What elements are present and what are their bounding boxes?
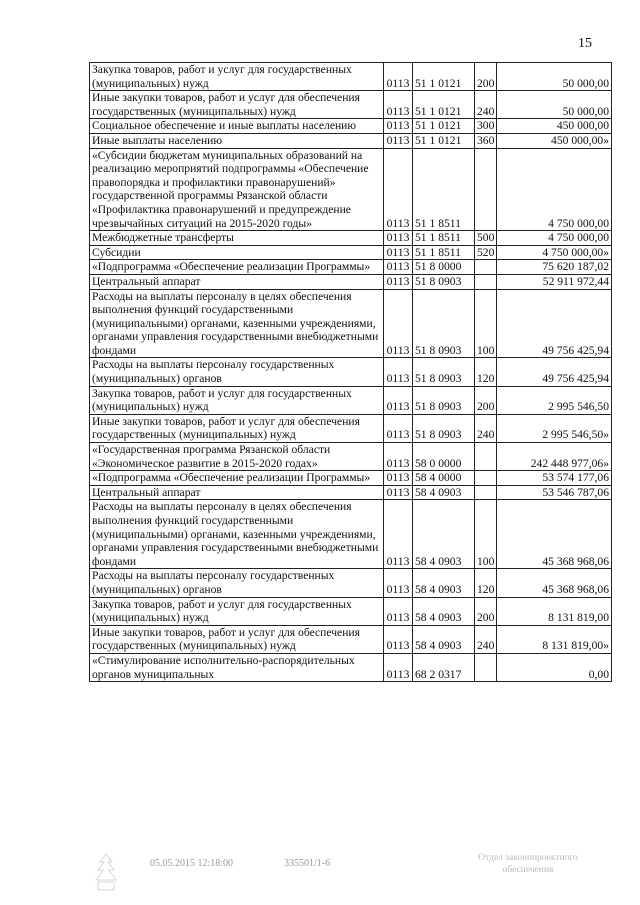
- row-code-cell: 58 4 0000: [413, 471, 475, 486]
- row-section-cell: 0113: [384, 443, 413, 471]
- row-name-cell: Расходы на выплаты персоналу государственных (муниципальных) органов: [90, 358, 384, 386]
- footer-watermark-line-1: Отдел законопроектного: [478, 853, 578, 863]
- footer-date: 05.05.2015 12:18:00: [150, 858, 234, 869]
- row-code-cell: 51 8 0903: [413, 386, 475, 414]
- row-code-cell: 51 1 8511: [413, 245, 475, 260]
- row-code-cell: 51 8 0000: [413, 260, 475, 275]
- row-kind-cell: 100: [475, 289, 497, 358]
- row-code-cell: 51 1 8511: [413, 148, 475, 231]
- table-row: [90, 119, 612, 134]
- row-section-cell: 0113: [384, 358, 413, 386]
- row-kind-cell: [475, 471, 497, 486]
- row-code-cell: 58 4 0903: [413, 500, 475, 569]
- row-section-cell: 0113: [384, 386, 413, 414]
- row-name-cell: Центральный аппарат: [90, 485, 384, 500]
- row-section-cell: 0113: [384, 260, 413, 275]
- row-kind-cell: 520: [475, 245, 497, 260]
- row-name-cell: «Подпрограмма «Обеспечение реализации Программы»: [90, 471, 384, 486]
- row-section-cell: 0113: [384, 485, 413, 500]
- row-kind-cell: 100: [475, 500, 497, 569]
- row-kind-cell: 120: [475, 358, 497, 386]
- row-sum-cell: 0,00: [497, 653, 612, 681]
- row-sum-cell: 50 000,00: [497, 63, 612, 91]
- row-kind-cell: 240: [475, 414, 497, 442]
- row-name-cell: Межбюджетные трансферты: [90, 231, 384, 246]
- table-row: [90, 386, 612, 414]
- row-code-cell: 51 1 8511: [413, 231, 475, 246]
- row-name-cell: Расходы на выплаты персоналу государственных (муниципальных) органов: [90, 569, 384, 597]
- table-row: [90, 500, 612, 569]
- page-number: 15: [578, 36, 592, 51]
- row-sum-cell: 450 000,00»: [497, 133, 612, 148]
- table-row: [90, 358, 612, 386]
- row-section-cell: 0113: [384, 133, 413, 148]
- row-code-cell: 58 4 0903: [413, 569, 475, 597]
- table-row: [90, 260, 612, 275]
- row-name-cell: Закупка товаров, работ и услуг для государственных (муниципальных) нужд: [90, 63, 384, 91]
- row-section-cell: 0113: [384, 274, 413, 289]
- row-sum-cell: 2 995 546,50»: [497, 414, 612, 442]
- row-kind-cell: 500: [475, 231, 497, 246]
- row-name-cell: «Субсидии бюджетам муниципальных образований на реализацию мероприятий подпрограммы «Обеспечение правопорядка и профилактики правонарушений» государственной программы Рязанской области «Профилактика правонарушений и предупреждение чрезвычайных ситуаций на 2015-2020 годы»: [90, 148, 384, 231]
- row-section-cell: 0113: [384, 63, 413, 91]
- row-section-cell: 0113: [384, 500, 413, 569]
- table-row: [90, 471, 612, 486]
- row-name-cell: Иные закупки товаров, работ и услуг для обеспечения государственных (муниципальных) нужд: [90, 414, 384, 442]
- row-sum-cell: 450 000,00: [497, 119, 612, 134]
- row-kind-cell: [475, 443, 497, 471]
- row-code-cell: 68 2 0317: [413, 653, 475, 681]
- row-sum-cell: 8 131 819,00: [497, 597, 612, 625]
- row-sum-cell: 49 756 425,94: [497, 358, 612, 386]
- row-sum-cell: 45 368 968,06: [497, 569, 612, 597]
- row-section-cell: 0113: [384, 245, 413, 260]
- row-code-cell: 51 8 0903: [413, 358, 475, 386]
- row-kind-cell: 200: [475, 597, 497, 625]
- table-row: [90, 91, 612, 119]
- table-row: [90, 597, 612, 625]
- table-row: [90, 443, 612, 471]
- row-kind-cell: 300: [475, 119, 497, 134]
- row-name-cell: Центральный аппарат: [90, 274, 384, 289]
- row-section-cell: 0113: [384, 471, 413, 486]
- row-kind-cell: 240: [475, 91, 497, 119]
- row-kind-cell: [475, 485, 497, 500]
- row-name-cell: «Государственная программа Рязанской области «Экономическое развитие в 2015-2020 годах»: [90, 443, 384, 471]
- row-name-cell: Субсидии: [90, 245, 384, 260]
- row-code-cell: 58 0 0000: [413, 443, 475, 471]
- row-section-cell: 0113: [384, 414, 413, 442]
- table-row: [90, 569, 612, 597]
- row-kind-cell: [475, 653, 497, 681]
- row-name-cell: «Стимулирование исполнительно-распорядительных органов муниципальных: [90, 653, 384, 681]
- footer-watermark-line-2: обеспечения: [502, 865, 554, 875]
- row-sum-cell: 4 750 000,00: [497, 231, 612, 246]
- row-sum-cell: 49 756 425,94: [497, 289, 612, 358]
- row-kind-cell: [475, 148, 497, 231]
- row-section-cell: 0113: [384, 148, 413, 231]
- table-row: [90, 625, 612, 653]
- row-sum-cell: 8 131 819,00»: [497, 625, 612, 653]
- row-sum-cell: 4 750 000,00»: [497, 245, 612, 260]
- row-kind-cell: 360: [475, 133, 497, 148]
- row-section-cell: 0113: [384, 653, 413, 681]
- table-row: [90, 289, 612, 358]
- table-row: [90, 245, 612, 260]
- row-code-cell: 51 8 0903: [413, 414, 475, 442]
- row-kind-cell: 200: [475, 63, 497, 91]
- row-kind-cell: [475, 260, 497, 275]
- row-name-cell: Социальное обеспечение и иные выплаты населению: [90, 119, 384, 134]
- table-row: [90, 133, 612, 148]
- row-code-cell: 58 4 0903: [413, 485, 475, 500]
- row-name-cell: Расходы на выплаты персоналу в целях обеспечения выполнения функций государственными (муниципальными) органами, казенными учреждениями, органами управления государственными внебюджетными фондами: [90, 289, 384, 358]
- row-name-cell: Иные выплаты населению: [90, 133, 384, 148]
- row-section-cell: 0113: [384, 597, 413, 625]
- row-section-cell: 0113: [384, 625, 413, 653]
- row-code-cell: 51 1 0121: [413, 119, 475, 134]
- row-kind-cell: 240: [475, 625, 497, 653]
- row-code-cell: 51 1 0121: [413, 133, 475, 148]
- row-name-cell: Иные закупки товаров, работ и услуг для обеспечения государственных (муниципальных) нужд: [90, 91, 384, 119]
- emblem-icon: [88, 852, 124, 892]
- budget-table: [89, 62, 612, 682]
- table-row: [90, 653, 612, 681]
- table-row: [90, 485, 612, 500]
- row-section-cell: 0113: [384, 569, 413, 597]
- row-name-cell: Иные закупки товаров, работ и услуг для обеспечения государственных (муниципальных) нужд: [90, 625, 384, 653]
- row-kind-cell: [475, 274, 497, 289]
- row-name-cell: «Подпрограмма «Обеспечение реализации Программы»: [90, 260, 384, 275]
- row-name-cell: Расходы на выплаты персоналу в целях обеспечения выполнения функций государственными (муниципальными) органами, казенными учреждениями, органами управления государственными внебюджетными фондами: [90, 500, 384, 569]
- row-section-cell: 0113: [384, 289, 413, 358]
- row-sum-cell: 52 911 972,44: [497, 274, 612, 289]
- row-sum-cell: 45 368 968,06: [497, 500, 612, 569]
- row-section-cell: 0113: [384, 91, 413, 119]
- row-section-cell: 0113: [384, 231, 413, 246]
- row-sum-cell: 50 000,00: [497, 91, 612, 119]
- row-code-cell: 58 4 0903: [413, 625, 475, 653]
- footer-watermark: [448, 852, 608, 876]
- row-code-cell: 51 8 0903: [413, 289, 475, 358]
- table-row: [90, 274, 612, 289]
- row-name-cell: Закупка товаров, работ и услуг для государственных (муниципальных) нужд: [90, 597, 384, 625]
- table-row: [90, 63, 612, 91]
- row-code-cell: 51 1 0121: [413, 91, 475, 119]
- row-sum-cell: 2 995 546,50: [497, 386, 612, 414]
- row-code-cell: 58 4 0903: [413, 597, 475, 625]
- row-name-cell: Закупка товаров, работ и услуг для государственных (муниципальных) нужд: [90, 386, 384, 414]
- row-sum-cell: 4 750 000,00: [497, 148, 612, 231]
- row-kind-cell: 120: [475, 569, 497, 597]
- row-code-cell: 51 8 0903: [413, 274, 475, 289]
- row-section-cell: 0113: [384, 119, 413, 134]
- table-row: [90, 231, 612, 246]
- footer-document-code: 335501/1-6: [284, 858, 331, 869]
- row-code-cell: 51 1 0121: [413, 63, 475, 91]
- row-sum-cell: 242 448 977,06»: [497, 443, 612, 471]
- row-kind-cell: 200: [475, 386, 497, 414]
- row-sum-cell: 53 546 787,06: [497, 485, 612, 500]
- table-row: [90, 148, 612, 231]
- row-sum-cell: 75 620 187,02: [497, 260, 612, 275]
- table-row: [90, 414, 612, 442]
- row-sum-cell: 53 574 177,06: [497, 471, 612, 486]
- footer: [0, 852, 640, 892]
- budget-table-body: [90, 63, 612, 682]
